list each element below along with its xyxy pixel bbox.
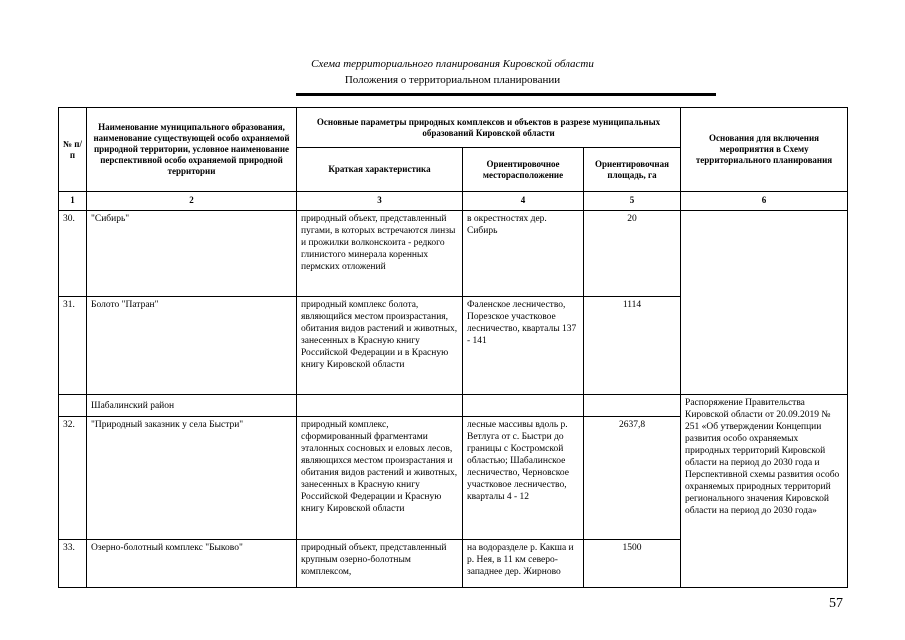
document-subtitle: Положения о территориальном планировании: [344, 74, 561, 86]
header-description: Краткая характеристика: [297, 148, 463, 192]
row-basis-empty: [681, 211, 848, 395]
section-row: [59, 395, 848, 417]
header-num: № п/п: [59, 108, 87, 192]
row-description: природный объект, представленный пугами, в которых встречаются линзы и прожилки волконскоита - редкого глинистого минерала коренных пермских отложений: [297, 211, 463, 297]
row-number: 31.: [59, 297, 87, 395]
section-empty: [297, 395, 463, 417]
section-empty: [463, 395, 584, 417]
section-empty: [584, 395, 681, 417]
row-area: 1114: [584, 297, 681, 395]
row-area: 2637,8: [584, 417, 681, 540]
row-name: "Природный заказник у села Быстри": [87, 417, 297, 540]
header-basis: Основания для включения мероприятия в Схему территориального планирования: [681, 108, 848, 192]
column-number-row: [59, 192, 848, 211]
row-number: 30.: [59, 211, 87, 297]
row-name: Озерно-болотный комплекс "Быково": [87, 540, 297, 588]
column-number: 4: [463, 192, 584, 211]
column-number: 6: [681, 192, 848, 211]
header-divider: [296, 93, 716, 96]
column-number: 1: [59, 192, 87, 211]
header-location: Ориентировочное месторасположение: [463, 148, 584, 192]
section-title: Шабалинский район: [87, 395, 297, 417]
row-location: Фаленское лесничество, Порезское участковое лесничество, кварталы 137 - 141: [463, 297, 584, 395]
row-number: 32.: [59, 417, 87, 540]
row-name: Болото "Патран": [87, 297, 297, 395]
row-description: природный комплекс, сформированный фрагментами эталонных сосновых и еловых лесов, являющихся местом произрастания и обитания видов растений и животных, занесенных в Красную книгу Российской Федерации и Красную книгу Кировской области: [297, 417, 463, 540]
column-number: 3: [297, 192, 463, 211]
page-number: 57: [829, 596, 843, 611]
document-title: Схема территориального планирования Кировской области: [311, 58, 594, 70]
row-description: природный объект, представленный крупным озерно-болотным комплексом,: [297, 540, 463, 588]
protected-areas-table: [58, 107, 848, 588]
row-location: в окрестностях дер. Сибирь: [463, 211, 584, 297]
column-number: 5: [584, 192, 681, 211]
row-location: лесные массивы вдоль р. Ветлуга от с. Быстри до границы с Костромской областью; Шабалинское лесничество, Черновское участковое лесничество, кварталы 4 - 12: [463, 417, 584, 540]
row-basis: Распоряжение Правительства Кировской области от 20.09.2019 № 251 «Об утверждении Концепции развития особо охраняемых природных территорий Кировской области на период до 2030 года и Перспективной схемы развития особо охраняемых природных территорий регионального значения Кировской области на период до 2030 года»: [681, 395, 848, 588]
header-params: Основные параметры природных комплексов и объектов в разрезе муниципальных образований Кировской области: [297, 108, 681, 148]
row-description: природный комплекс болота, являющийся местом произрастания, обитания видов растений и животных, занесенных в Красную книгу Российской Федерации и в Красную книгу Кировской области: [297, 297, 463, 395]
header-area: Ориентировочная площадь, га: [584, 148, 681, 192]
column-number: 2: [87, 192, 297, 211]
row-name: "Сибирь": [87, 211, 297, 297]
row-number: 33.: [59, 540, 87, 588]
row-area: 20: [584, 211, 681, 297]
section-number-empty: [59, 395, 87, 417]
row-location: на водоразделе р. Какша и р. Нея, в 11 км северо-западнее дер. Жирново: [463, 540, 584, 588]
table-row: [59, 211, 848, 297]
row-area: 1500: [584, 540, 681, 588]
header-name: Наименование муниципального образования, наименование существующей особо охраняемой природной территории, условное наименование перспективной особо охраняемой природной территории: [87, 108, 297, 192]
